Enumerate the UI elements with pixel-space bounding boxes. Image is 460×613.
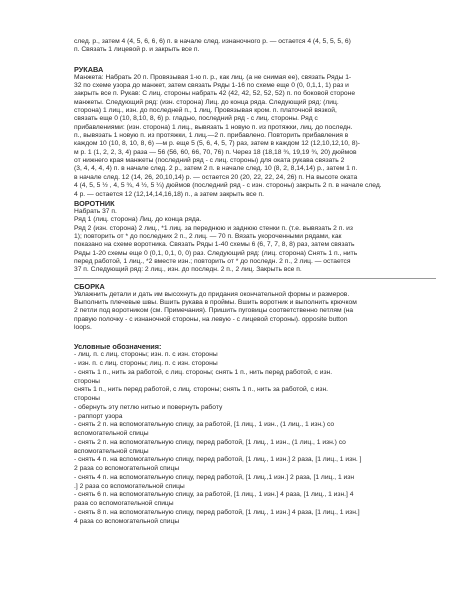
- text-line: показано на схеме воротника. Связать Ряды 1-40 схемы 6 (6, 7, 7, 8, 8) раз, затем связать: [74, 241, 355, 249]
- section-heading-legend: Условные обозначения:: [74, 342, 162, 352]
- text-line: 2 петли под воротником (см. Примечания). Пришить пуговицы соответственно петлям (на: [74, 307, 354, 315]
- text-line: Манжета: Набрать 20 п. Провязывая 1-ю п. р., как лиц. (а не снимая ее), связать Ряды 1-: [74, 73, 352, 81]
- text-line: связать еще 0 (10, 8,10, 8, 6) р. гладью, последний ряд - с лиц. стороны. Ряд с: [74, 115, 318, 123]
- text-line: закрыть все п. Рукав: С лиц. стороны набрать 42 (42, 42, 52, 52, 52) п. по боковой стороне: [74, 90, 356, 98]
- text-line: Ряд 2 (изн. сторона) 2 лиц., *1 лиц. за переднюю и заднюю стенки п. (т.е. вывязать 2 п. из: [74, 224, 353, 232]
- text-line: прибавлениями: (изн. сторона) 1 лиц., вывязать 1 новую п. из протяжки, лиц. до последн.: [74, 123, 353, 131]
- text-line: п. Связать 1 лицевой р. и закрыть все п.: [74, 46, 200, 54]
- legend-line: 4 раза со вспомогательной спицы: [74, 517, 180, 525]
- text-line: Набрать 37 п.: [74, 207, 117, 215]
- text-line: loops.: [74, 323, 92, 331]
- legend-line: вспомогательной спицы: [74, 447, 149, 455]
- legend-section: [74, 342, 436, 526]
- sleeves-section: [74, 65, 436, 199]
- section-heading-collar: ВОРОТНИК: [74, 198, 115, 208]
- legend-line: - обернуть эту петлю нитью и повернуть работу: [74, 403, 223, 411]
- legend-line: 2 раза со вспомогательной спицы: [74, 465, 180, 473]
- legend-line: стороны: [74, 377, 100, 385]
- text-line: Выполнить плечевые швы. Вшить рукава в проймы. Вшить воротник и выполнить крючком: [74, 298, 357, 306]
- text-line: перед работой, 1 лиц., *2 вместе изн.; повторить от * до последн. 2 п., 2 лиц. — остается: [74, 257, 351, 265]
- text-line: м р. 1 (1, 2, 2, 3, 4) раза — 56 (56, 60, 66, 70, 76) п. Через 18 (18,18 ¾, 19,19 ¾, 20) дюймов: [74, 148, 357, 156]
- text-line: Ряд 1 (лиц. сторона) Лиц. до конца ряда.: [74, 216, 202, 224]
- assembly-section: [74, 282, 436, 333]
- text-line: в начале след. 12 (14, 26, 20,10,14) р. — остается 20 (20, 22, 22, 24, 26) п. На высоте оката: [74, 173, 358, 181]
- text-line: правую полочку - с изнаночной стороны, на левую - с лицевой стороны). opposite button: [74, 315, 348, 323]
- legend-line: - раппорт узора: [74, 412, 123, 420]
- legend-line: снять 1 п., нить перед работой, с лиц. стороны; снять 1 п., нить за работой, с изн.: [74, 386, 329, 394]
- text-line: манжеты. Следующий ряд: (изн. сторона) Лиц. до конца ряда. Следующий ряд: (лиц.: [74, 98, 339, 106]
- text-line: Ряды 1-20 схемы еще 0 (0,1, 0,1, 0, 0) раз. Следующий ряд: (лиц. сторона) Снять 1 п., нить: [74, 249, 358, 257]
- section-heading-assembly: СБОРКА: [74, 281, 105, 291]
- legend-line: - снять 8 п. на вспомогательную спицу, перед работой, [1 лиц., 1 изн.] 4 раза, [1 лиц., 1 изн.]: [74, 508, 360, 516]
- legend-line: .] 2 раза со вспомогательной спицы: [74, 482, 185, 490]
- text-line: каждом 10 (10, 8, 10, 8, 6) —м р. еще 5 (5, 6, 4, 5, 7) раз, затем в каждом 12 (12,10,12,10, 8)-: [74, 140, 360, 148]
- text-line: от нижнего края манжеты (последний ряд - с лиц. стороны) для оката рукава связать 2: [74, 157, 345, 165]
- legend-line: - снять 1 п., нить за работой, с лиц. стороны; снять 1 п., нить перед работой, с изн.: [74, 368, 333, 376]
- legend-line: - снять 4 п. на вспомогательную спицу, перед работой, [1 лиц.,1 изн.] 2 раза, [1 лиц., 1 изн: [74, 473, 355, 481]
- text-line: 1); повторить от * до последних 2 п., 2 лиц. — 70 п. Вязать укороченными рядами, как: [74, 232, 342, 240]
- document-page: [74, 38, 436, 526]
- section-heading-sleeves: РУКАВА: [74, 64, 104, 74]
- legend-line: - снять 4 п. на вспомогательную спицу, перед работой, [1 лиц., 1 изн.] 2 раза, [1 лиц., 1 изн. ]: [74, 456, 362, 464]
- text-line: 32 по схеме узора до манжет, затем связать Ряды 1-16 по схеме еще 0 (0, 0,1,1, 1) раз и: [74, 82, 349, 90]
- legend-line: стороны: [74, 395, 100, 403]
- text-line: Увлажнить детали и дать им высохнуть до придания окончательной формы и размеров.: [74, 290, 350, 298]
- divider: [74, 278, 436, 279]
- text-line: п., вывязать 1 новую п. из протяжки, 1 лиц.—2 п. прибавлено. Повторить прибавления в: [74, 132, 349, 140]
- collar-section: [74, 199, 436, 275]
- text-line: 4 р. — остается 12 (12,14,14,16,18) п., а затем закрыть все п.: [74, 190, 264, 198]
- legend-line: - снять 2 п. на вспомогательную спицу, за работой, [1 лиц., 1 изн., (1 лиц., 1 изн.) со: [74, 421, 335, 429]
- legend-line: - лиц. п. с лиц. стороны; изн. п. с изн. стороны: [74, 351, 218, 359]
- legend-line: - снять 6 п. на вспомогательную спицу, за работой, [1 лиц., 1 изн.] 4 раза, [1 лиц., 1 изн.] 4: [74, 491, 354, 499]
- text-line: сторона) 1 лиц., изн. до последней п., 1 лиц. Провязывая кром. п. платочной вязкой,: [74, 107, 337, 115]
- legend-line: - изн. п. с лиц. стороны; лиц. п. с изн. стороны: [74, 360, 218, 368]
- legend-line: - снять 2 п. на вспомогательную спицу, перед работой, [1 лиц., 1 изн., (1 лиц., 1 изн.) со: [74, 438, 346, 446]
- text-line: след. р., затем 4 (4, 5, 6, 6, 6) п. в начале след. изнаночного р. — остается 4 (4, 5, 5, 5, 6): [74, 38, 351, 45]
- text-line: (3, 4, 4, 4, 4) п. в начале след. 2 р., затем 2 п. в начале след. 10 (8, 2, 8,14,14) р., затем 1 п.: [74, 165, 358, 173]
- intro-paragraph: [74, 38, 436, 55]
- legend-line: вспомогательной спицы: [74, 430, 149, 438]
- legend-line: раза со вспомогательной спицы: [74, 500, 174, 508]
- text-line: 37 п. Следующий ряд: 2 лиц., изн. до последн. 2 п., 2 лиц. Закрыть все п.: [74, 266, 302, 274]
- text-line: 4 (4, 5, 5 ½ , 4, 5 ¾, 4 ½, 5 ¼) дюймов (последний ряд - с изн. стороны) закрыть 2 п. в начале след.: [74, 182, 382, 190]
